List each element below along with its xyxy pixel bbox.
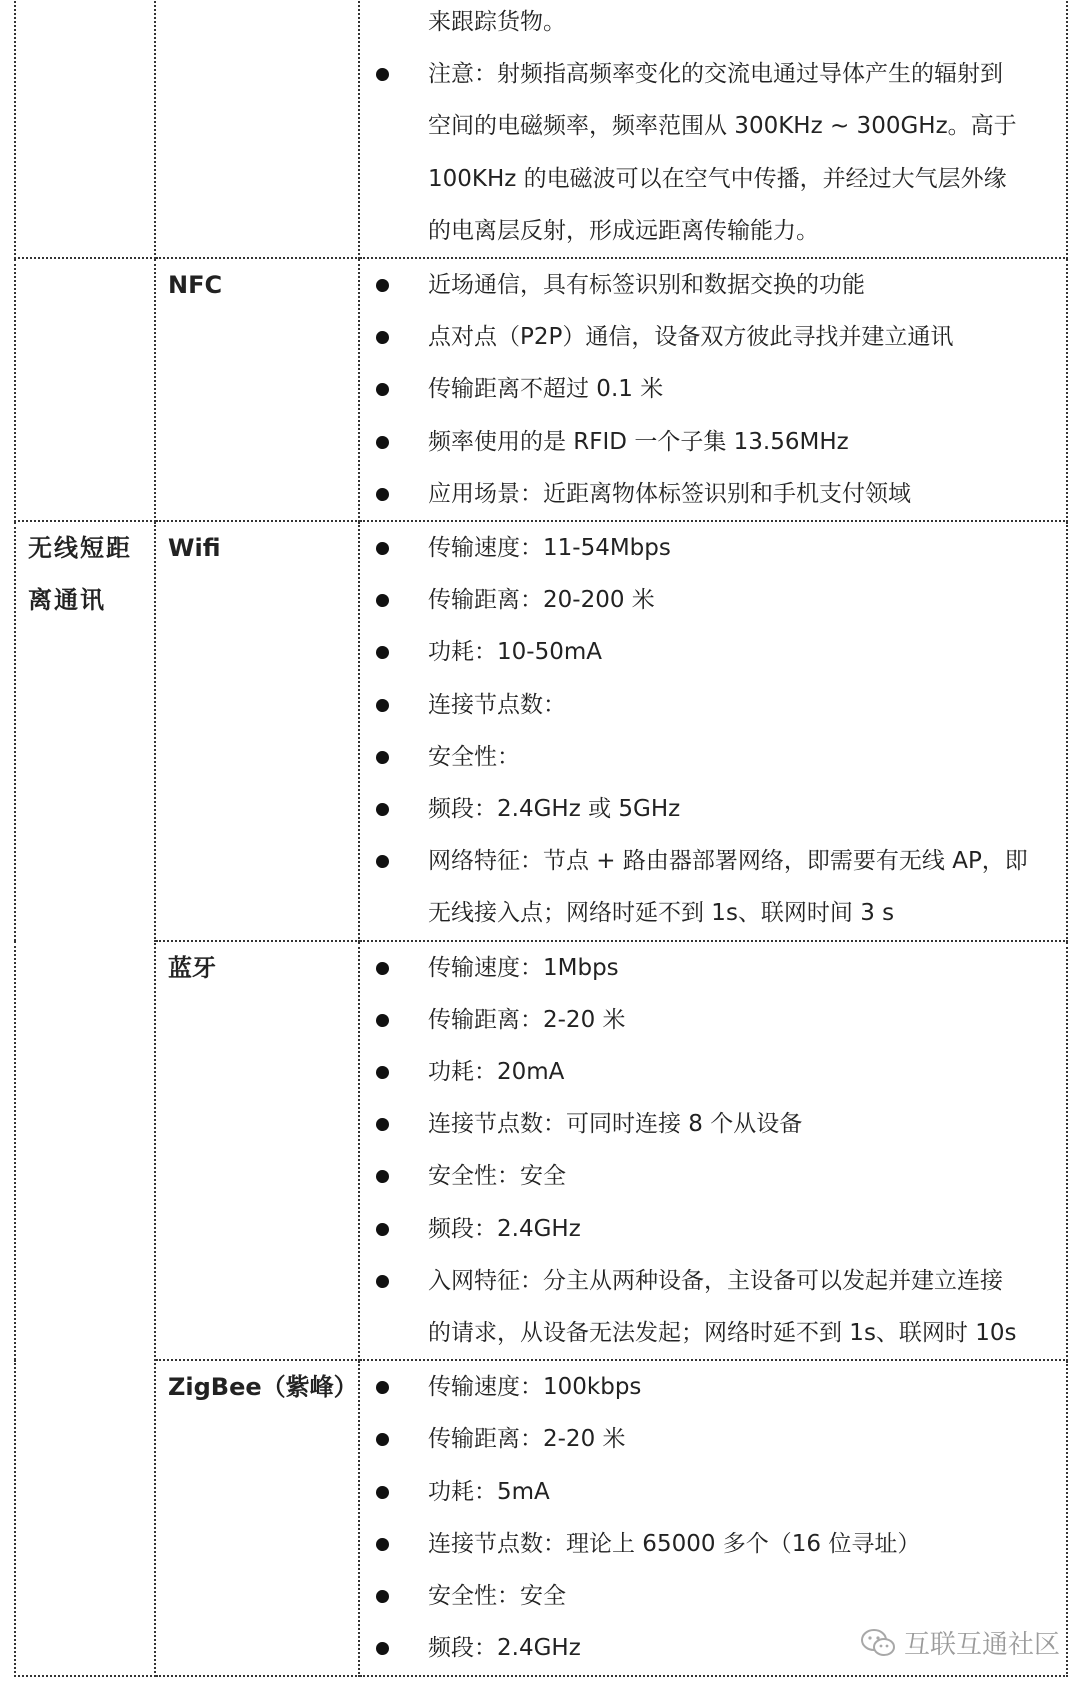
list-item: 连接节点数： [360,679,1058,731]
bullet-icon [376,699,389,712]
list-item: 来跟踪货物。 [428,9,566,35]
bullet-icon [376,383,389,396]
bullet-icon [376,488,389,501]
bullet-icon [376,962,389,975]
tech-cell-zigbee [155,1360,359,1675]
bullet-icon [376,1170,389,1183]
detail-cell-wifi [359,521,1067,941]
bullet-icon [376,279,389,292]
bullet-icon [376,1275,389,1288]
bullet-icon [376,1014,389,1027]
bullet-icon [376,646,389,659]
list-item: 安全性：安全 [360,1150,1058,1202]
bullet-icon [376,1381,389,1394]
category-name: 无线短距 离通讯 [28,534,132,615]
bullet-icon [376,594,389,607]
bullet-icon [376,1118,389,1131]
list-item: 频段：2.4GHz 或 5GHz [360,783,1058,835]
bullet-icon [376,331,389,344]
watermark [860,1624,1060,1661]
category-cell-prev2 [15,258,155,521]
tech-name: 蓝牙 [168,953,216,982]
nfc-row [15,258,1067,521]
list-item: 连接节点数：可同时连接 8 个从设备 [360,1098,1058,1150]
list-item: 的电离层反射，形成远距离传输能力。 [428,217,819,244]
bluetooth-row [15,941,1067,1361]
list-item: 安全性： [360,731,1058,783]
list-item: 注意：射频指高频率变化的交流电通过导体产生的辐射到 [360,48,1058,100]
bullet-icon [376,1486,389,1499]
list-item: 功耗：5mA [360,1466,1058,1518]
list-item: 100KHz 的电磁波可以在空气中传播，并经过大气层外缘 [428,165,1007,192]
list-item: 近场通信，具有标签识别和数据交换的功能 [360,259,1058,311]
tech-name: ZigBee（紫峰） [168,1373,358,1402]
detail-cell-nfc [359,258,1067,521]
list-item: 安全性：安全 [360,1570,1058,1622]
list-item: 频段：2.4GHz [360,1203,1058,1255]
category-cell-short-range [15,521,155,1675]
bullet-icon [376,542,389,555]
bullet-icon [376,1590,389,1603]
list-item: 无线接入点；网络时延不到 1s、联网时间 3 s [428,900,895,927]
wifi-row [15,521,1067,941]
list-item: 传输距离：2-20 米 [360,994,1058,1046]
detail-cell-rfid [359,0,1067,258]
list-item: 点对点（P2P）通信，设备双方彼此寻找并建立通讯 [360,311,1058,363]
rfid-row [15,0,1067,258]
bullet-icon [376,1538,389,1551]
list-item: 连接节点数：理论上 65000 多个（16 位寻址） [360,1518,1058,1570]
list-item: 网络特征：节点 + 路由器部署网络，即需要有无线 AP，即 [360,835,1058,887]
bullet-icon [376,1642,389,1655]
list-item: 传输速度：11-54Mbps [360,522,1058,574]
tech-name: Wifi [168,534,221,563]
tech-cell-bluetooth [155,941,359,1361]
list-item: 频段：2.4GHz [360,1622,1058,1674]
watermark-text: 互联互通社区 [903,1630,1060,1660]
list-item: 传输距离不超过 0.1 米 [360,363,1058,415]
list-item: 传输距离：2-20 米 [360,1413,1058,1465]
tech-name: NFC [168,271,223,300]
category-cell-prev [15,0,155,258]
tech-cell-wifi [155,521,359,941]
list-item: 频率使用的是 RFID 一个子集 13.56MHz [360,416,1058,468]
list-item: 功耗：20mA [360,1046,1058,1098]
wechat-icon [860,1628,896,1658]
list-item: 传输速度：100kbps [360,1361,1058,1413]
list-item: 应用场景：近距离物体标签识别和手机支付领域 [360,468,1058,520]
bullet-icon [376,1223,389,1236]
bullet-icon [376,1433,389,1446]
comparison-table [14,0,1068,1677]
bullet-icon [376,1066,389,1079]
bullet-icon [376,751,389,764]
list-item: 传输速度：1Mbps [360,942,1058,994]
list-item: 的请求，从设备无法发起；网络时延不到 1s、联网时 10s [428,1320,1017,1347]
list-item: 空间的电磁频率，频率范围从 300KHz ~ 300GHz。高于 [428,113,1017,140]
bullet-icon [376,803,389,816]
list-item: 传输距离：20-200 米 [360,574,1058,626]
detail-cell-bluetooth [359,941,1067,1361]
bullet-icon [376,436,389,449]
bullet-icon [376,855,389,868]
tech-cell-nfc [155,258,359,521]
bullet-icon [376,68,389,81]
list-item: 入网特征：分主从两种设备，主设备可以发起并建立连接 [360,1255,1058,1307]
tech-cell-rfid [155,0,359,258]
list-item: 功耗：10-50mA [360,626,1058,678]
